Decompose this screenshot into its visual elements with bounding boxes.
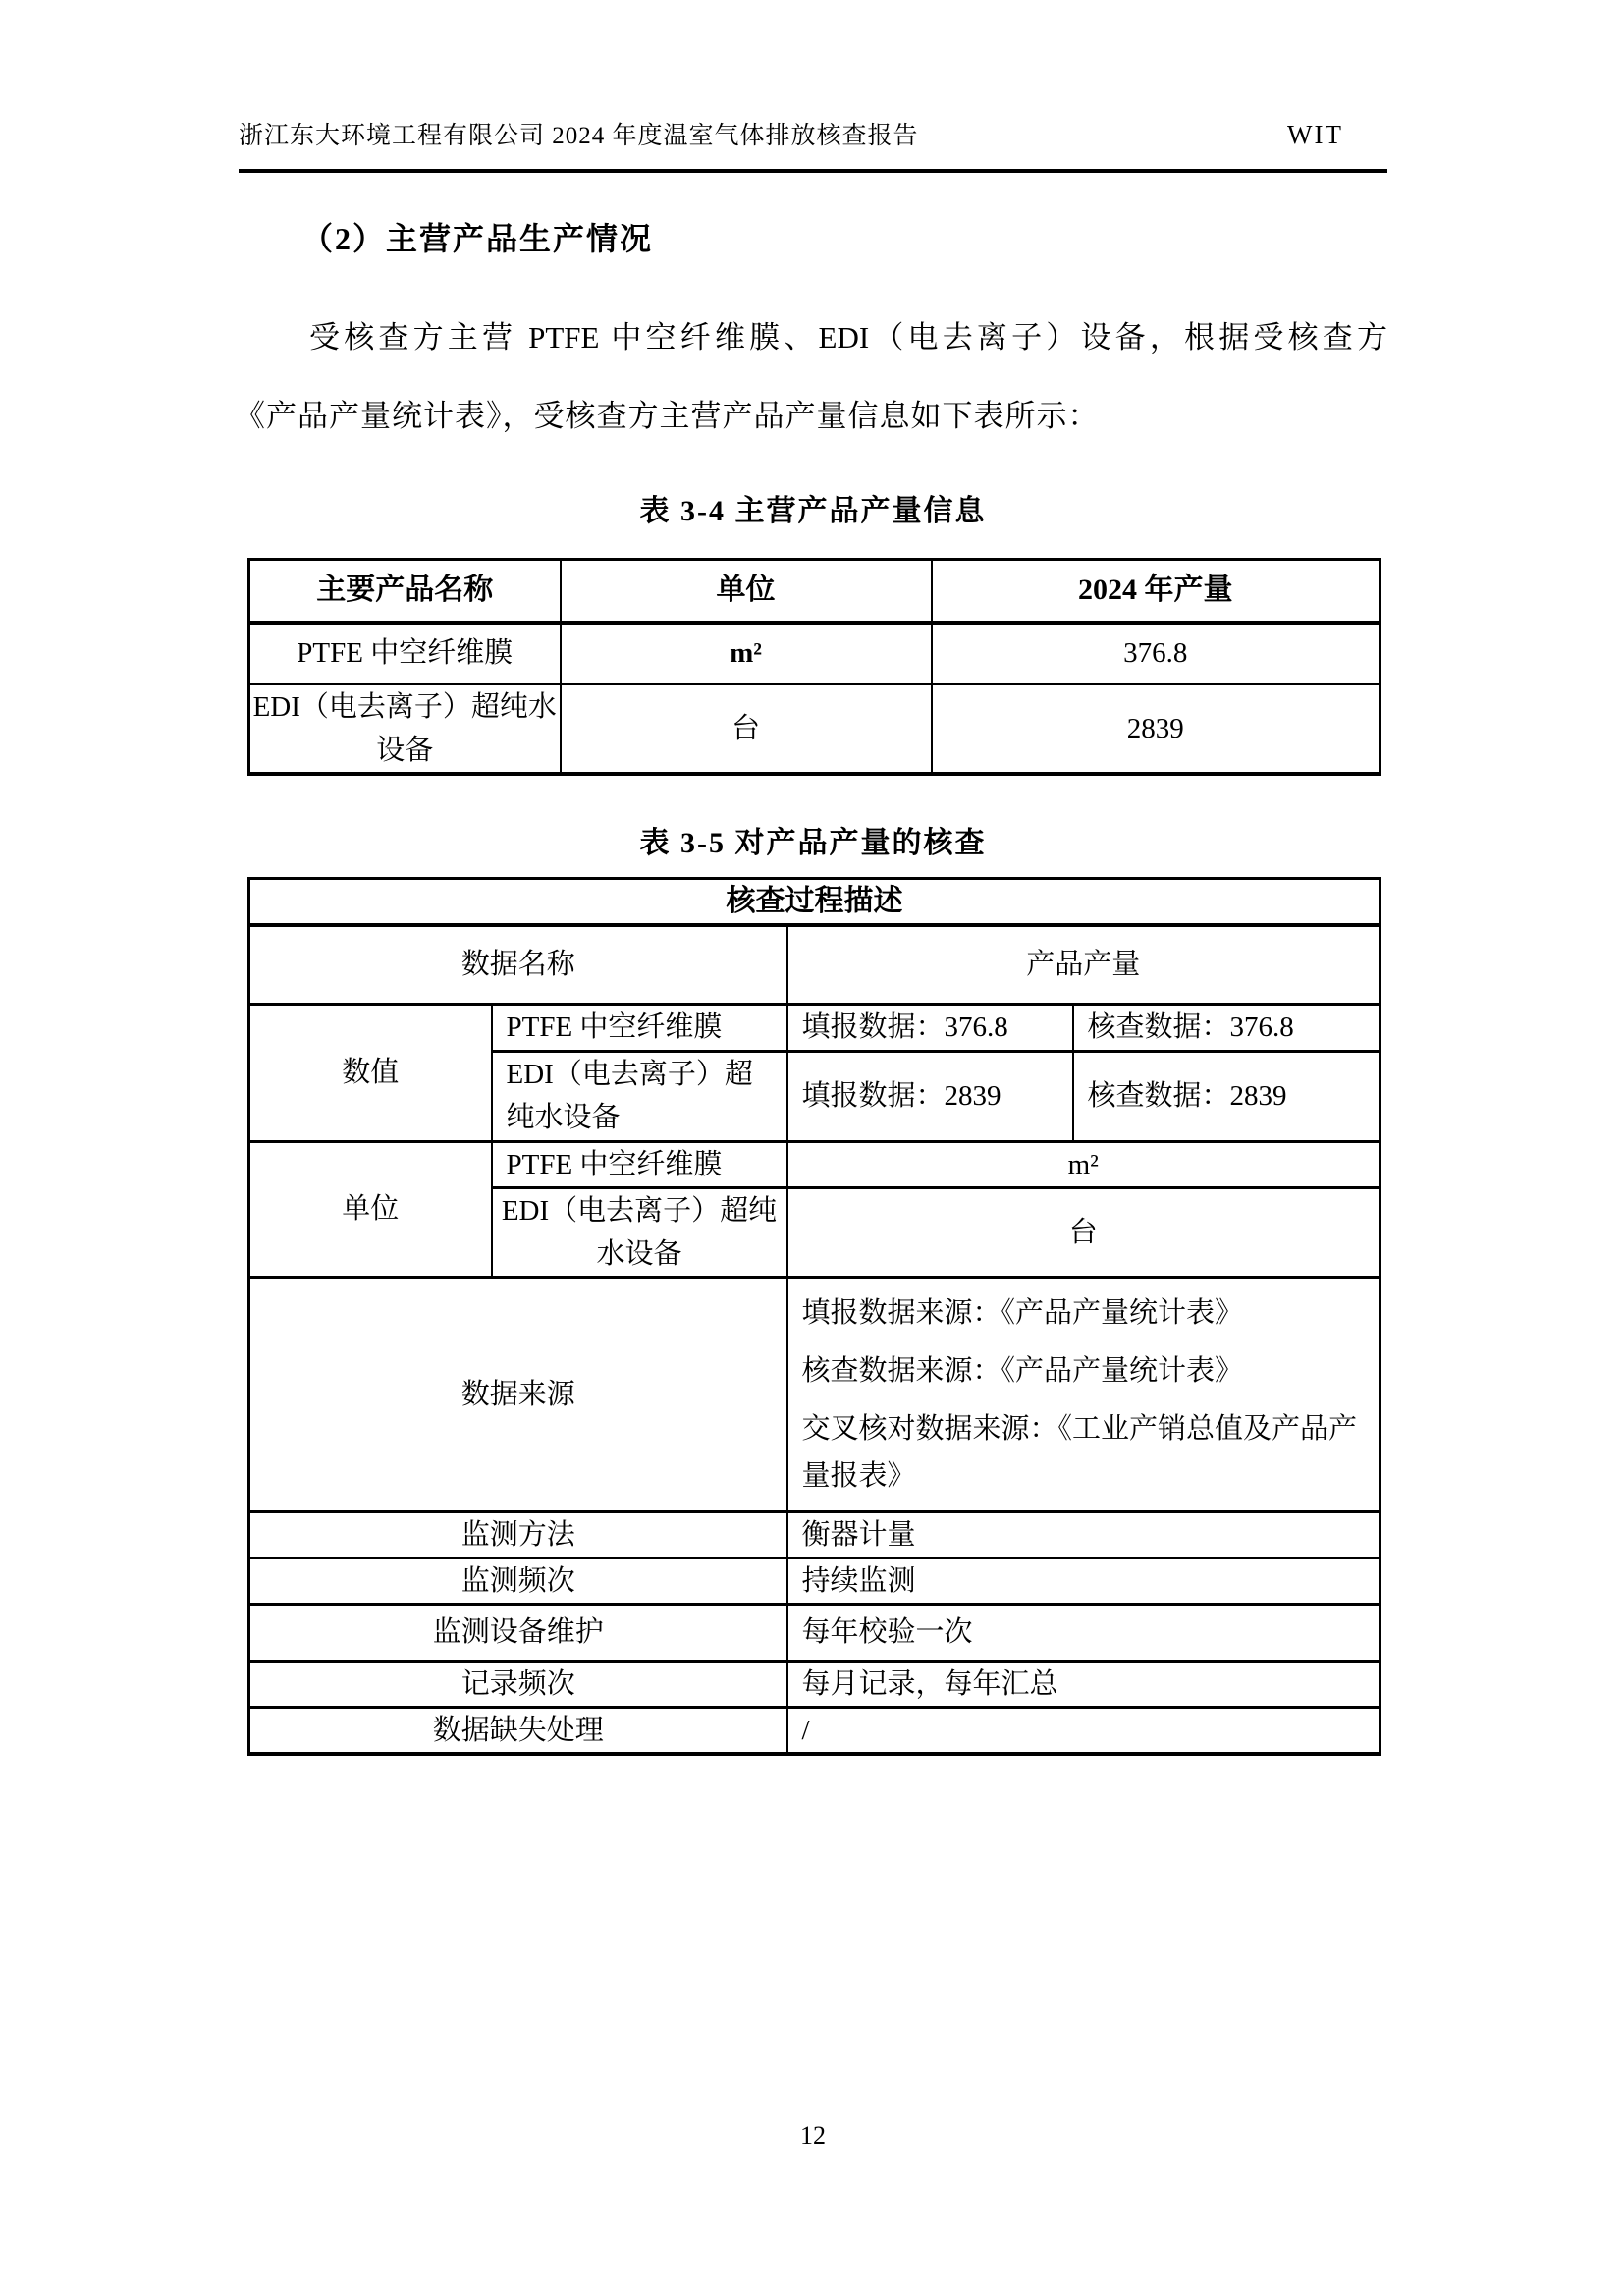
table-row [249,560,1380,623]
monitoring-method-label: 监测方法 [249,1511,787,1558]
output-cell: 2839 [932,684,1380,775]
section-heading: （2）主营产品生产情况 [301,221,654,256]
numeric-label: 数值 [249,1004,492,1141]
table-row [249,1277,1380,1511]
report-title: 浙江东大环境工程有限公司 2024 年度温室气体排放核查报告 [239,123,919,149]
table-row [249,879,1380,926]
missing-data-label: 数据缺失处理 [249,1707,787,1754]
data-name-value: 产品产量 [787,925,1380,1004]
reported-value-edi: 填报数据：2839 [787,1051,1073,1141]
unit-cell: m² [561,623,932,684]
missing-data-value: / [787,1707,1380,1754]
table-row [249,684,1380,775]
table-row [249,1141,1380,1187]
numeric-product-ptfe: PTFE 中空纤维膜 [492,1004,787,1051]
numeric-product-edi: EDI（电去离子）超纯水设备 [492,1051,787,1141]
unit-label: 单位 [249,1141,492,1277]
equipment-maintenance-value: 每年校验一次 [787,1604,1380,1661]
table-row [249,1661,1380,1707]
table-row [249,1558,1380,1604]
col-header-product-name: 主要产品名称 [249,560,561,623]
product-name-cell: PTFE 中空纤维膜 [249,623,561,684]
table-3-5 [247,877,1381,1756]
unit-product-ptfe: PTFE 中空纤维膜 [492,1141,787,1187]
data-source-label: 数据来源 [249,1277,787,1511]
product-name-cell: EDI（电去离子）超纯水设备 [249,684,561,775]
col-header-unit: 单位 [561,560,932,623]
verified-value-edi: 核查数据：2839 [1073,1051,1380,1141]
table-row [249,1511,1380,1558]
reported-source-line: 填报数据来源：《产品产量统计表》 [801,1296,1244,1329]
wit-logo: WIT [1287,120,1343,149]
table-3-4-caption: 表 3-4 主营产品产量信息 [639,495,987,527]
cross-check-source-line: 交叉核对数据来源：《工业产销总值及产品产量报表》 [801,1412,1358,1492]
monitoring-method-value: 衡器计量 [787,1511,1380,1558]
data-name-label: 数据名称 [249,925,787,1004]
page-header [239,116,1387,151]
table-3-4 [247,558,1381,776]
unit-cell: 台 [561,684,932,775]
table-3-5-caption: 表 3-5 对产品产量的核查 [639,827,987,859]
monitoring-frequency-label: 监测频次 [249,1558,787,1604]
verified-value-ptfe: 核查数据：376.8 [1073,1004,1380,1051]
header-rule [239,169,1387,173]
process-description-header: 核查过程描述 [249,879,1380,926]
monitoring-frequency-value: 持续监测 [787,1558,1380,1604]
col-header-output-2024: 2024 年产量 [932,560,1380,623]
table-row [249,925,1380,1004]
record-frequency-value: 每月记录，每年汇总 [787,1661,1380,1707]
equipment-maintenance-label: 监测设备维护 [249,1604,787,1661]
verified-source-line: 核查数据来源：《产品产量统计表》 [801,1354,1244,1387]
table-row [249,1004,1380,1051]
unit-product-edi: EDI（电去离子）超纯水设备 [492,1187,787,1277]
unit-value-ptfe: m² [787,1141,1380,1187]
page-number: 12 [800,2121,826,2150]
reported-value-ptfe: 填报数据：376.8 [787,1004,1073,1051]
unit-value-edi: 台 [787,1187,1380,1277]
record-frequency-label: 记录频次 [249,1661,787,1707]
output-cell: 376.8 [932,623,1380,684]
table-row [249,623,1380,684]
table-row [249,1604,1380,1661]
body-paragraph-line2: 《产品产量统计表》，受核查方主营产品产量信息如下表所示： [235,399,1100,433]
table-row [249,1707,1380,1754]
body-paragraph-line1: 受核查方主营 PTFE 中空纤维膜、EDI（电去离子）设备，根据受核查方 [309,320,1387,355]
data-source-cell [787,1277,1380,1511]
